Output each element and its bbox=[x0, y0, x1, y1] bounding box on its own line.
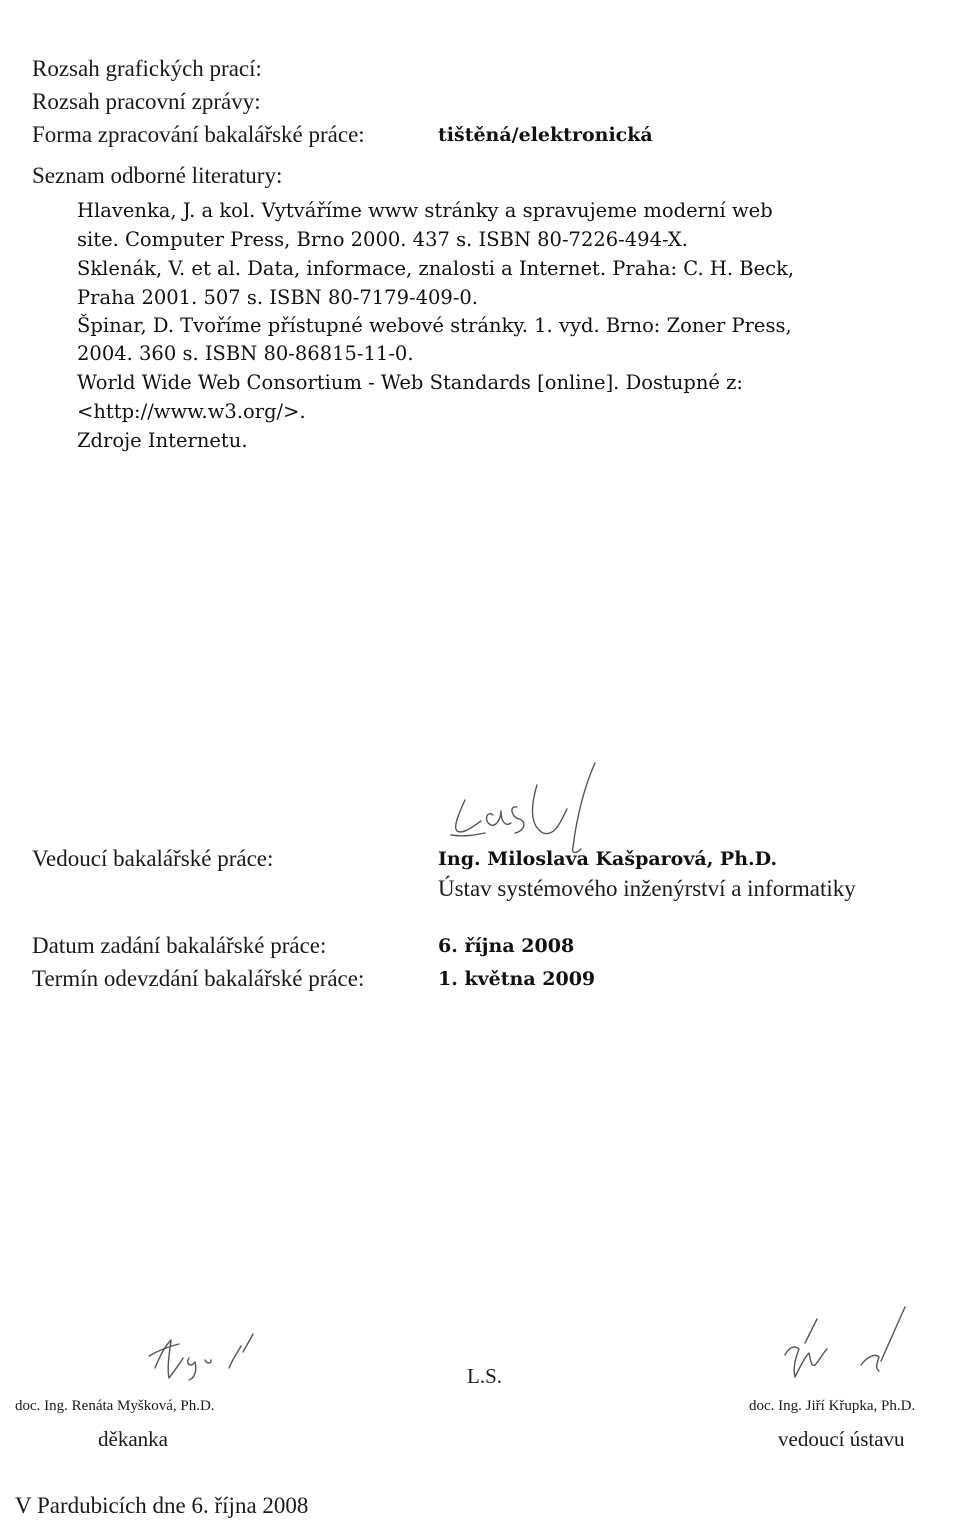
deadline-label: Termín odevzdání bakalářské práce: bbox=[32, 966, 365, 991]
assigned-date-value: 6. října 2008 bbox=[438, 935, 575, 957]
literature-line: 2004. 360 s. ISBN 80-86815-11-0. bbox=[77, 342, 414, 365]
supervisor-institute: Ústav systémového inženýrství a informatiky bbox=[438, 876, 856, 901]
literature-line: Špinar, D. Tvoříme přístupné webové stránky. 1. vyd. Brno: Zoner Press, bbox=[77, 314, 792, 337]
form-label: Forma zpracování bakalářské práce: bbox=[32, 122, 365, 147]
graphics-label: Rozsah grafických prací: bbox=[32, 56, 262, 81]
place-date: V Pardubicích dne 6. října 2008 bbox=[15, 1493, 309, 1518]
deadline-value: 1. května 2009 bbox=[438, 968, 596, 990]
assigned-date-label: Datum zadání bakalářské práce: bbox=[32, 933, 327, 958]
literature-line: Zdroje Internetu. bbox=[77, 429, 248, 452]
literature-line: site. Computer Press, Brno 2000. 437 s. ISBN 80-7226-494-X. bbox=[77, 228, 688, 251]
dean-signature bbox=[145, 1328, 275, 1388]
head-name: doc. Ing. Jiří Křupka, Ph.D. bbox=[749, 1398, 916, 1414]
form-value: tištěná/elektronická bbox=[438, 124, 653, 146]
supervisor-label: Vedoucí bakalářské práce: bbox=[32, 846, 274, 871]
literature-line: Sklenák, V. et al. Data, informace, znalosti a Internet. Praha: C. H. Beck, bbox=[77, 257, 795, 280]
literature-line: World Wide Web Consortium - Web Standards [online]. Dostupné z: bbox=[77, 371, 743, 394]
dean-name: doc. Ing. Renáta Myšková, Ph.D. bbox=[15, 1398, 215, 1414]
supervisor-signature bbox=[445, 755, 615, 860]
dean-title: děkanka bbox=[98, 1427, 168, 1451]
literature-line: <http://www.w3.org/>. bbox=[77, 400, 306, 423]
head-signature bbox=[775, 1305, 915, 1395]
seal-mark: L.S. bbox=[467, 1364, 503, 1388]
supervisor-name: Ing. Miloslava Kašparová, Ph.D. bbox=[438, 848, 778, 870]
report-label: Rozsah pracovní zprávy: bbox=[32, 89, 261, 114]
literature-label: Seznam odborné literatury: bbox=[32, 163, 283, 188]
literature-line: Hlavenka, J. a kol. Vytváříme www stránky a spravujeme moderní web bbox=[77, 199, 773, 222]
head-title: vedoucí ústavu bbox=[778, 1427, 905, 1451]
literature-line: Praha 2001. 507 s. ISBN 80-7179-409-0. bbox=[77, 286, 478, 309]
